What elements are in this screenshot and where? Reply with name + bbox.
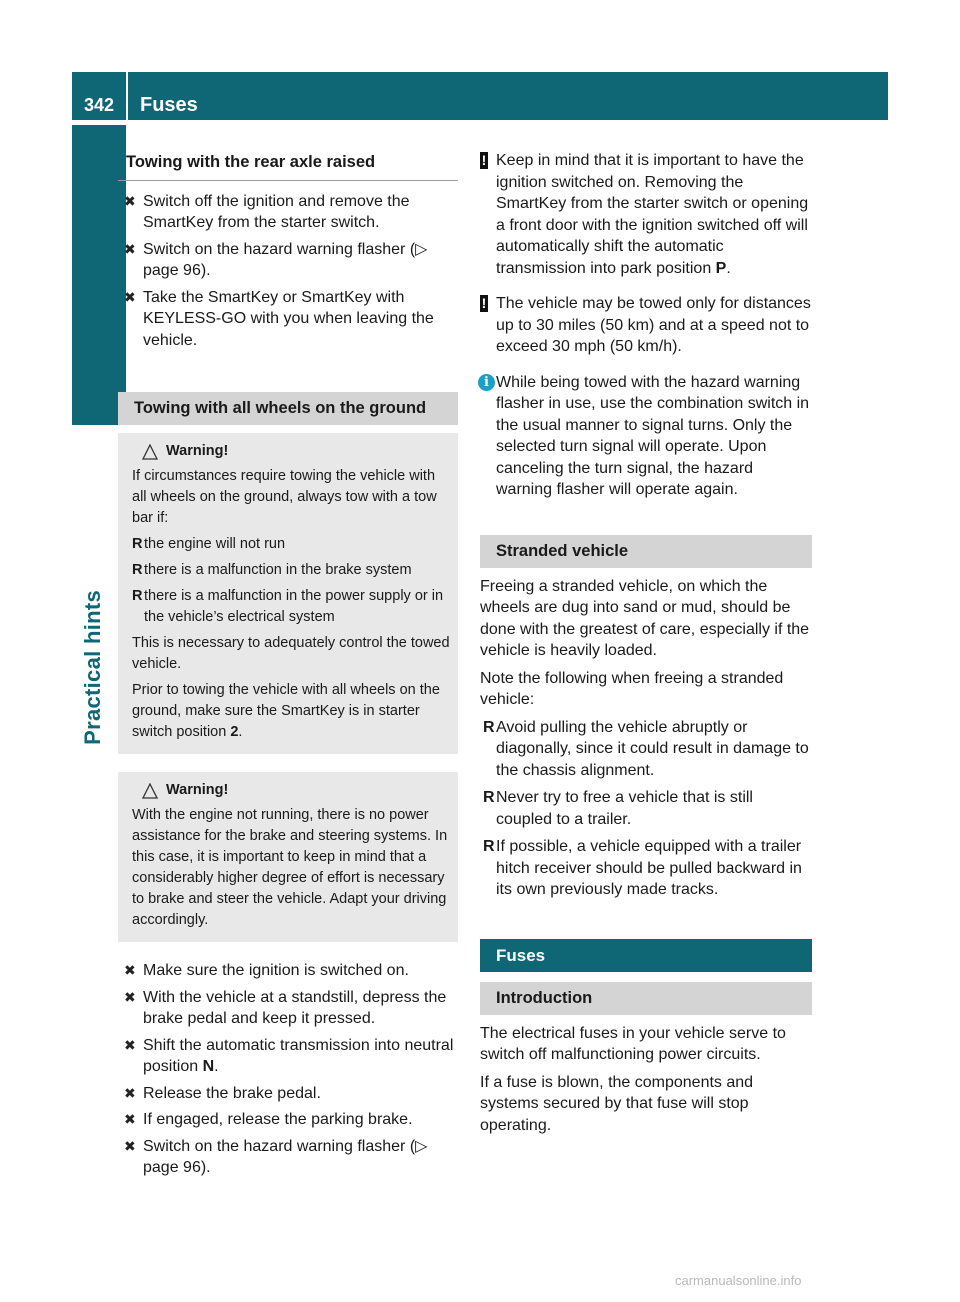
section-heading-fuses: Fuses <box>480 939 812 972</box>
section-heading-rear-axle: Towing with the rear axle raised <box>118 150 458 181</box>
body-paragraph: Note the following when freeing a stranded vehicle: <box>480 669 784 708</box>
warning-triangle-icon <box>142 783 158 799</box>
chapter-title: Fuses <box>140 94 198 116</box>
step-arrow-icon: ✖ <box>124 1084 136 1101</box>
warning-text: With the engine not running, there is no power assistance for the brake and steering systems. In this case, it is important to keep in mind that a considerably higher degree of effort is necessary to brake and steer the vehicle. Adapt your driving accordingly. <box>132 807 448 928</box>
header-separator <box>126 72 128 120</box>
warning-triangle-icon <box>142 444 158 460</box>
warning-text: Prior to towing the vehicle with all wheels on the ground, make sure the SmartKey is in starter switch position 2. <box>132 682 440 740</box>
instruction-step: ✖ Switch on the hazard warning flasher (▷ page 96). <box>124 240 428 279</box>
watermark: carmanualsonline.info <box>675 1273 802 1288</box>
instruction-step: ✖ With the vehicle at a standstill, depress the brake pedal and keep it pressed. <box>124 988 447 1027</box>
instruction-step: ✖ Switch off the ignition and remove the SmartKey from the starter switch. <box>124 192 410 231</box>
exclamation-icon: ! <box>481 295 487 311</box>
warning-text: This is necessary to adequately control the towed vehicle. <box>132 635 450 672</box>
list-item: R there is a malfunction in the brake system <box>132 562 412 578</box>
warning-box <box>118 433 458 754</box>
side-section-label: Practical hints <box>80 590 105 745</box>
left-column <box>118 150 458 1184</box>
info-icon: i <box>478 374 495 391</box>
list-item: R If possible, a vehicle equipped with a trailer hitch receiver should be pulled backward in its own previously made tracks. <box>483 838 802 898</box>
list-item: R Avoid pulling the vehicle abruptly or diagonally, since it could result in damage to the chassis alignment. <box>483 718 809 779</box>
info-note: i While being towed with the hazard warning flasher in use, use the combination switch in the usual manner to signal turns. Only the selected turn signal will operate. Upon canceling the turn signal, the hazard warning flasher will operate again. <box>480 372 812 501</box>
instruction-step: ✖ Switch on the hazard warning flasher (▷ page 96). <box>124 1137 428 1176</box>
list-item: R there is a malfunction in the power supply or in the vehicle’s electrical system <box>132 588 444 625</box>
instruction-step: ✖ Release the brake pedal. <box>118 1083 458 1105</box>
step-arrow-icon: ✖ <box>124 1137 136 1154</box>
step-arrow-icon: ✖ <box>124 1111 136 1127</box>
exclamation-icon: ! <box>481 152 487 168</box>
step-arrow-icon: ✖ <box>124 1036 136 1053</box>
list-item: R Never try to free a vehicle that is still coupled to a trailer. <box>483 789 753 828</box>
body-paragraph: The electrical fuses in your vehicle serve to switch off malfunctioning power circuits. <box>480 1024 786 1063</box>
section-heading-introduction: Introduction <box>480 982 812 1015</box>
warning-title: Warning! <box>166 443 229 459</box>
warning-box <box>118 772 458 942</box>
instruction-step: ✖ Take the SmartKey or SmartKey with KEYLESS-GO with you when leaving the vehicle. <box>124 288 434 349</box>
body-paragraph: If a fuse is blown, the components and systems secured by that fuse will stop operating. <box>480 1073 754 1134</box>
instruction-step: ✖ Make sure the ignition is switched on. <box>118 960 458 982</box>
instruction-step: ✖ If engaged, release the parking brake. <box>118 1109 458 1131</box>
instruction-step: ✖ Shift the automatic transmission into neutral position N. <box>124 1036 454 1075</box>
warning-text: If circumstances require towing the vehicle with all wheels on the ground, always tow with a tow bar if: <box>132 468 437 526</box>
step-arrow-icon: ✖ <box>124 240 136 257</box>
page-number: 342 <box>83 95 115 115</box>
caution-note: ! The vehicle may be towed only for distances up to 30 miles (50 km) and at a speed not to exceed 30 mph (50 km/h). <box>481 295 811 355</box>
list-item: R the engine will not run <box>132 536 286 552</box>
section-heading-all-wheels: Towing with all wheels on the ground <box>118 392 458 425</box>
warning-title: Warning! <box>166 782 229 798</box>
caution-note: ! Keep in mind that it is important to have the ignition switched on. Removing the SmartKey from the starter switch or opening a front door with the ignition switched off will automatically shift the automatic transmission into park position P. <box>481 152 809 277</box>
step-arrow-icon: ✖ <box>124 962 136 978</box>
body-paragraph: Freeing a stranded vehicle, on which the wheels are dug into sand or mud, should be done with the greatest of care, especially if the vehicle is heavily loaded. <box>480 577 810 659</box>
step-arrow-icon: ✖ <box>124 192 136 209</box>
step-arrow-icon: ✖ <box>124 988 136 1005</box>
step-arrow-icon: ✖ <box>124 288 136 305</box>
right-column <box>480 150 812 1142</box>
section-heading-stranded: Stranded vehicle <box>480 535 812 568</box>
